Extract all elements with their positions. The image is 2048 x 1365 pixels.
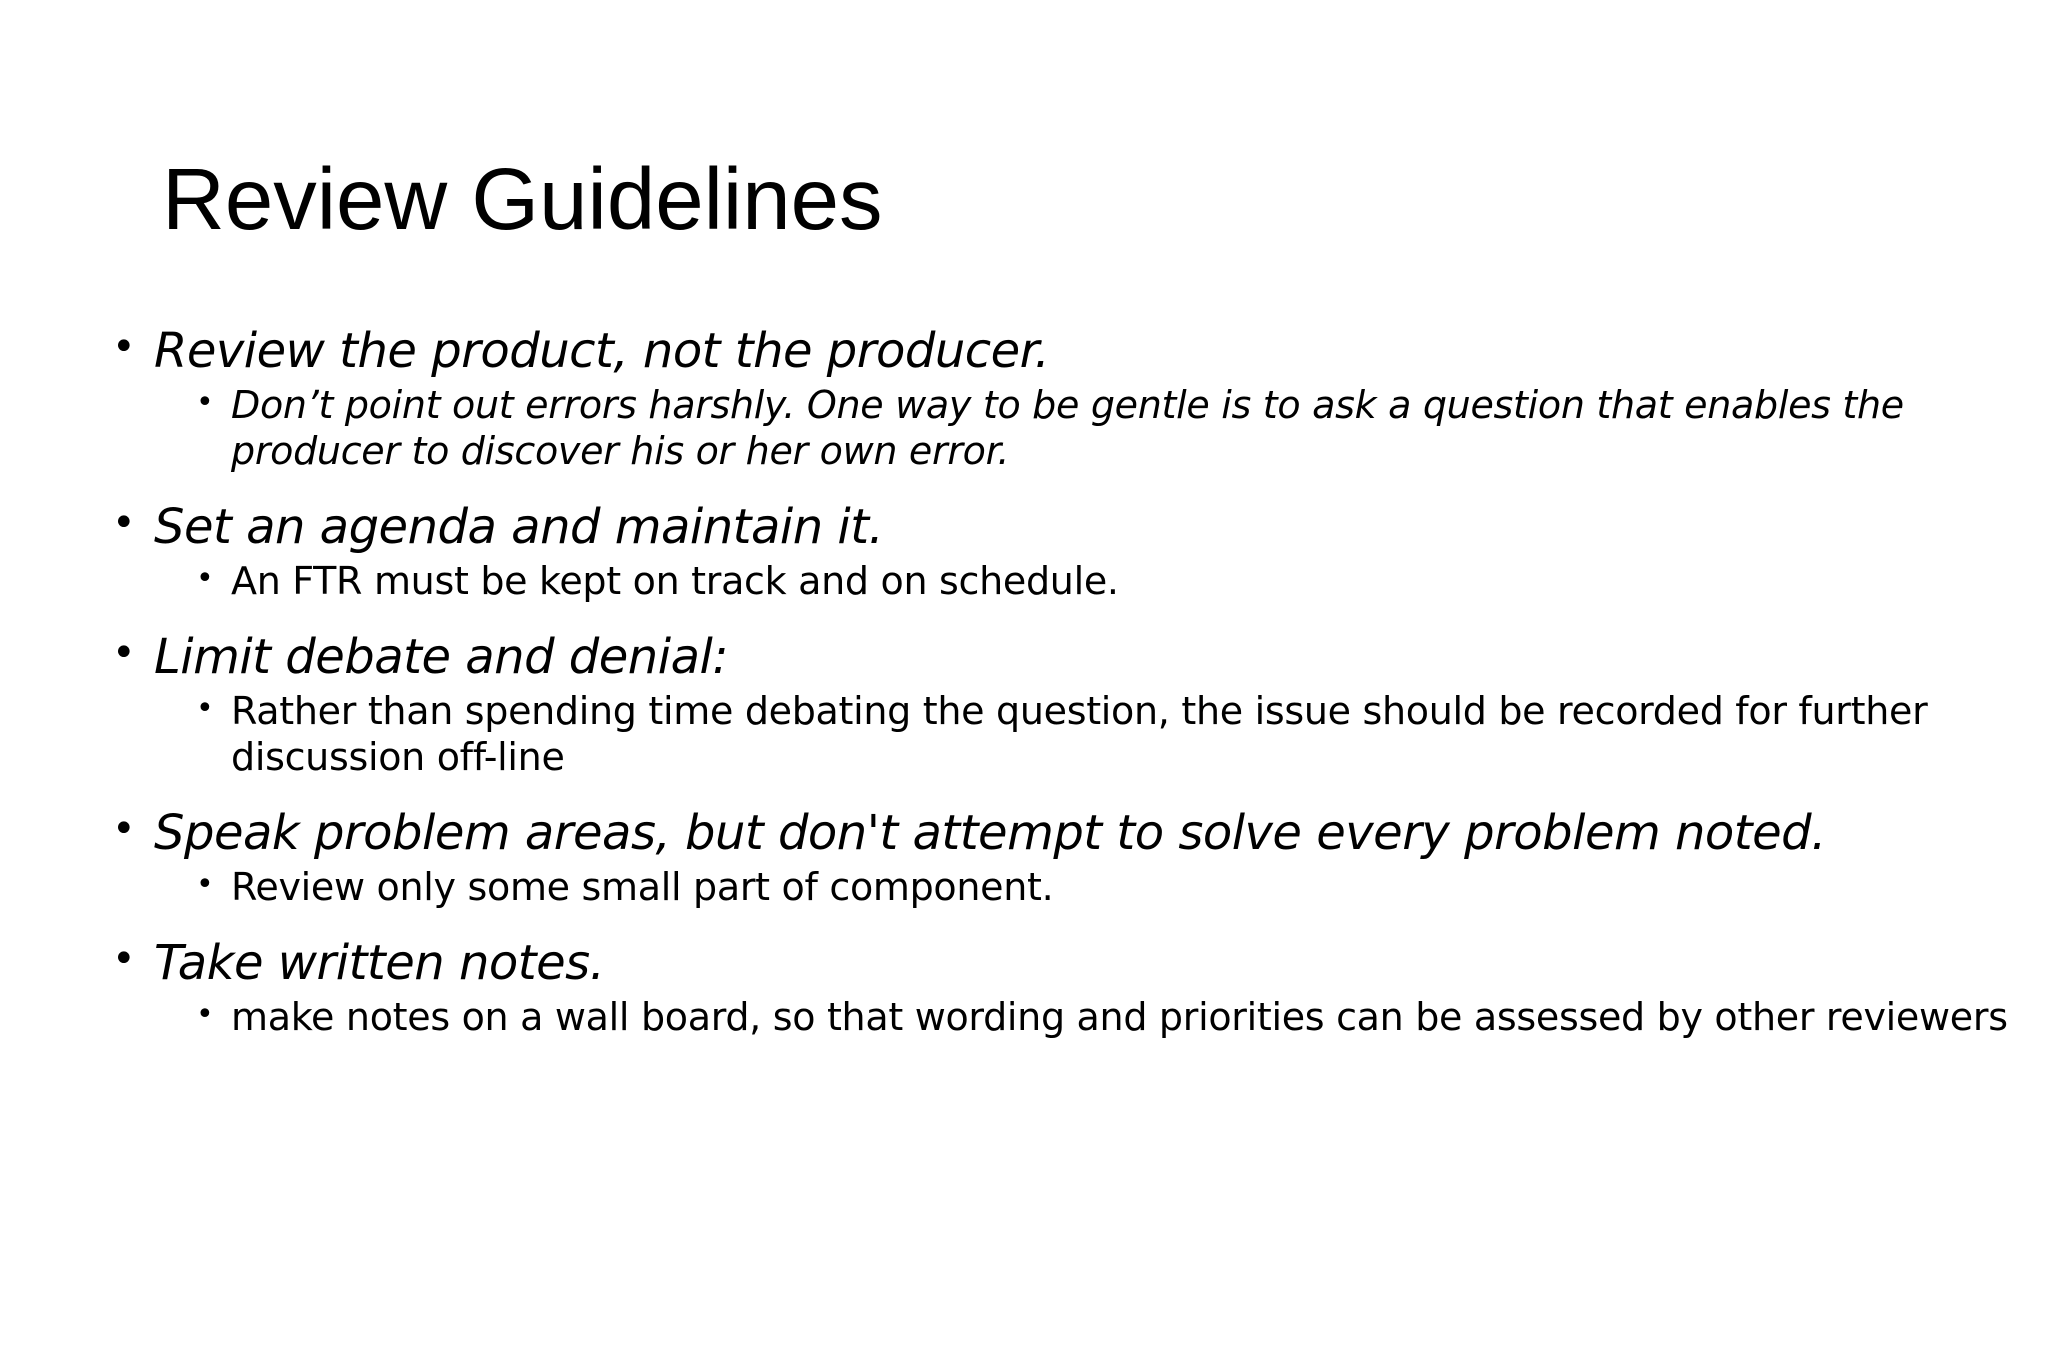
sub-bullet-item-5 bbox=[196, 994, 2011, 1040]
sub-bullet-icon: • bbox=[196, 997, 214, 1032]
bullet-item-4 bbox=[106, 802, 2006, 864]
bullet-heading: Take written notes. bbox=[154, 935, 605, 991]
bullet-icon: • bbox=[112, 500, 136, 546]
slide-title: Review Guidelines bbox=[162, 151, 883, 248]
sub-bullet-item-3 bbox=[196, 688, 2011, 780]
bullet-icon: • bbox=[112, 806, 136, 852]
sub-bullet-icon: • bbox=[196, 867, 214, 902]
sub-bullet-icon: • bbox=[196, 691, 214, 726]
sub-bullet-item-2 bbox=[196, 558, 2011, 604]
bullet-heading: Speak problem areas, but don't attempt to solve every problem noted. bbox=[154, 805, 1826, 861]
bullet-icon: • bbox=[112, 936, 136, 982]
sub-bullet-item-4 bbox=[196, 864, 2011, 910]
bullet-heading: Set an agenda and maintain it. bbox=[154, 499, 884, 555]
bullet-list bbox=[106, 320, 2006, 1040]
sub-bullet-text: Rather than spending time debating the question, the issue should be recorded for further discussion off-line bbox=[231, 689, 1928, 779]
sub-bullet-icon: • bbox=[196, 561, 214, 596]
bullet-heading: Limit debate and denial: bbox=[154, 629, 728, 685]
sub-bullet-text: Don’t point out errors harshly. One way to be gentle is to ask a question that enables the producer to discover his or her own error. bbox=[231, 383, 1904, 473]
sub-bullet-icon: • bbox=[196, 385, 214, 420]
bullet-item-5 bbox=[106, 932, 2006, 994]
sub-bullet-text: An FTR must be kept on track and on schedule. bbox=[231, 559, 1119, 603]
bullet-heading: Review the product, not the producer. bbox=[154, 323, 1050, 379]
bullet-item-2 bbox=[106, 496, 2006, 558]
bullet-item-1 bbox=[106, 320, 2006, 382]
sub-bullet-item-1 bbox=[196, 382, 2011, 474]
bullet-item-3 bbox=[106, 626, 2006, 688]
sub-bullet-text: make notes on a wall board, so that wording and priorities can be assessed by other reviewers bbox=[231, 995, 2008, 1039]
bullet-icon: • bbox=[112, 630, 136, 676]
sub-bullet-text: Review only some small part of component. bbox=[231, 865, 1054, 909]
bullet-icon: • bbox=[112, 324, 136, 370]
